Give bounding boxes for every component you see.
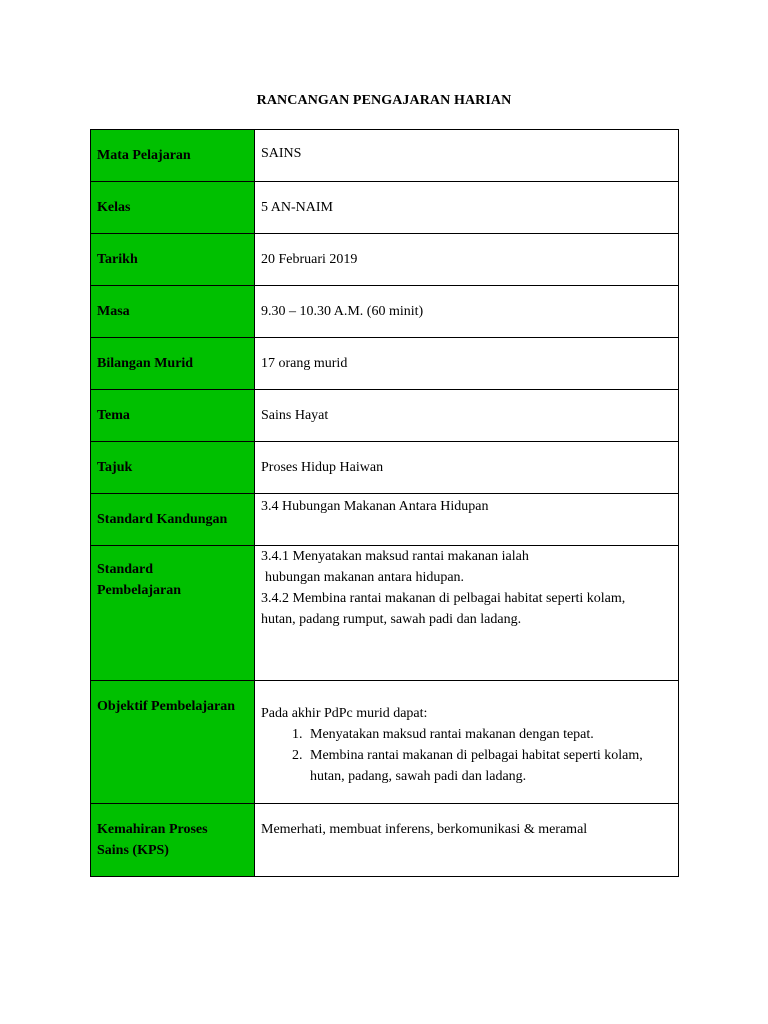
row-value-objektif-pembelajaran xyxy=(255,681,679,804)
table-row xyxy=(91,130,679,182)
row-label-kelas: Kelas xyxy=(91,182,255,234)
table-row xyxy=(91,390,679,442)
table-row xyxy=(91,442,679,494)
row-value-tarikh: 20 Februari 2019 xyxy=(255,234,679,286)
table-row xyxy=(91,804,679,877)
objective-list xyxy=(261,724,672,787)
row-value-masa: 9.30 – 10.30 A.M. (60 minit) xyxy=(255,286,679,338)
lesson-plan-table xyxy=(90,129,679,877)
text-line: 3.4.2 Membina rantai makanan di pelbagai habitat seperti kolam, xyxy=(261,591,626,606)
row-value-kelas: 5 AN-NAIM xyxy=(255,182,679,234)
text-line: hutan, padang rumput, sawah padi dan ladang. xyxy=(261,612,522,627)
row-label-standard-kandungan: Standard Kandungan xyxy=(91,494,255,546)
row-value-kps: Memerhati, membuat inferens, berkomunikasi & meramal xyxy=(255,804,679,877)
label-line: Standard xyxy=(97,562,154,577)
label-line: Kemahiran Proses xyxy=(97,822,208,837)
row-label-standard-pembelajaran xyxy=(91,546,255,681)
row-label-objektif-pembelajaran: Objektif Pembelajaran xyxy=(91,681,255,804)
row-label-bilangan-murid: Bilangan Murid xyxy=(91,338,255,390)
table-row xyxy=(91,182,679,234)
row-label-masa: Masa xyxy=(91,286,255,338)
text-line: 3.4.1 Menyatakan maksud rantai makanan ialah xyxy=(261,549,529,564)
table-row xyxy=(91,681,679,804)
text-line: hubungan makanan antara hidupan. xyxy=(265,570,465,585)
row-label-mata-pelajaran: Mata Pelajaran xyxy=(91,130,255,182)
row-label-tarikh: Tarikh xyxy=(91,234,255,286)
row-value-mata-pelajaran: SAINS xyxy=(255,130,679,182)
objective-intro: Pada akhir PdPc murid dapat: xyxy=(261,706,428,721)
table-row xyxy=(91,338,679,390)
row-label-tajuk: Tajuk xyxy=(91,442,255,494)
list-item: 2. Membina rantai makanan di pelbagai habitat seperti kolam, hutan, padang, sawah padi dan ladang. xyxy=(306,745,672,787)
label-line: Sains (KPS) xyxy=(97,843,169,858)
table-row xyxy=(91,546,679,681)
label-line: Pembelajaran xyxy=(97,583,181,598)
page-title: RANCANGAN PENGAJARAN HARIAN xyxy=(256,93,512,108)
table-row xyxy=(91,234,679,286)
row-value-bilangan-murid: 17 orang murid xyxy=(255,338,679,390)
table-row xyxy=(91,286,679,338)
row-value-tajuk: Proses Hidup Haiwan xyxy=(255,442,679,494)
row-value-standard-pembelajaran xyxy=(255,546,679,681)
table-row xyxy=(91,494,679,546)
row-value-tema: Sains Hayat xyxy=(255,390,679,442)
row-label-kps xyxy=(91,804,255,877)
row-label-tema: Tema xyxy=(91,390,255,442)
row-value-standard-kandungan: 3.4 Hubungan Makanan Antara Hidupan xyxy=(255,494,679,546)
list-item: 1. Menyatakan maksud rantai makanan dengan tepat. xyxy=(306,724,672,745)
